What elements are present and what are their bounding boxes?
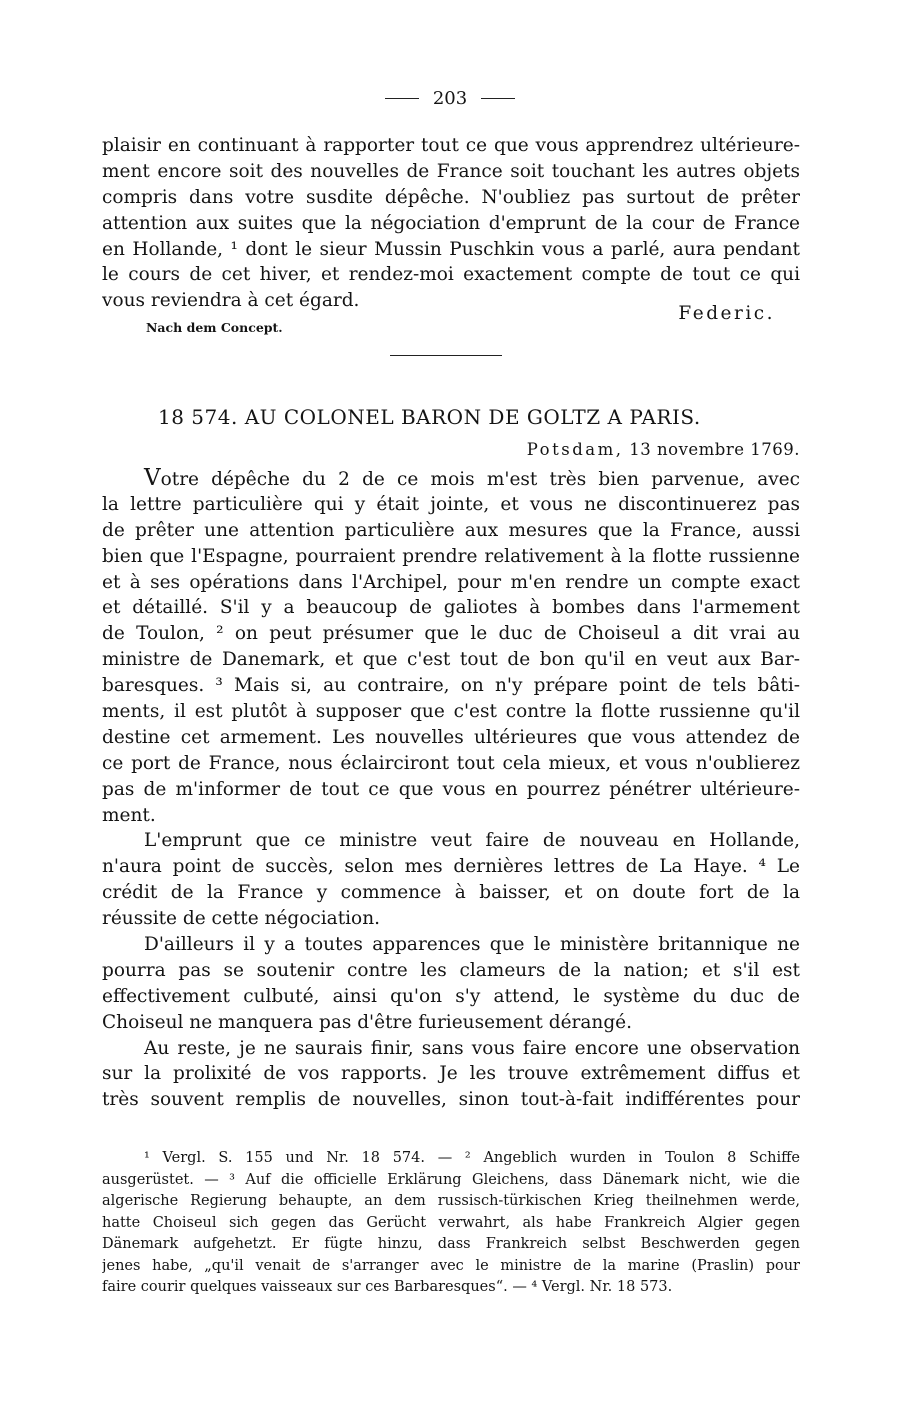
paragraph-2 <box>102 828 800 932</box>
text-line: vous reviendra à cet égard. <box>102 290 360 312</box>
footnote-line: faire courir quelques vaisseaux sur ces Barbaresques“. — ⁴ Vergl. Nr. 18 573. <box>102 1279 673 1295</box>
header-rule-left <box>385 98 419 99</box>
text-line: de prêter une attention particulière aux mesures que la France, aussi <box>102 519 800 541</box>
text-line: ment encore soit des nouvelles de France soit touchant les autres objets <box>102 160 800 182</box>
text-line: effectivement culbuté, ainsi qu'on s'y attend, le système du duc de <box>102 985 800 1007</box>
text-line: pas de m'informer de tout ce que vous en pourrez pénétrer ultérieure- <box>102 778 800 800</box>
footnote-line: Dänemark aufgehetzt. Er fügte hinzu, dass Frankreich selbst Beschwerden gegen <box>102 1236 800 1252</box>
text-line: Au reste, je ne saurais finir, sans vous faire encore une observation <box>144 1037 800 1059</box>
paragraph-4 <box>102 1036 800 1114</box>
text-line: réussite de cette négociation. <box>102 908 380 930</box>
footnote-line: jenes habe, „qu'il venait de s'arranger avec le ministre de la marine (Praslin) pour <box>102 1257 800 1274</box>
text-line <box>102 466 800 492</box>
text-line: ministre de Danemark, et que c'est tout de bon qu'il en veut aux Bar- <box>102 649 800 671</box>
letter-dateline <box>527 440 800 459</box>
text-line: destine cet armement. Les nouvelles ultérieures que vous attendez de <box>102 726 800 748</box>
text-line: attention aux suites que la négociation d'emprunt de la cour de France <box>102 212 800 234</box>
footnotes <box>102 1148 800 1299</box>
section-divider <box>390 355 502 356</box>
text-line: n'aura point de succès, selon mes dernières lettres de La Haye. ⁴ Le <box>102 856 800 878</box>
letter-body <box>102 466 800 1113</box>
text-line: la lettre particulière qui y était jointe, et vous ne discontinuerez pas <box>102 493 800 515</box>
paragraph-1 <box>102 466 800 828</box>
footnote-line: hatte Choiseul sich gegen das Gerücht verwahrt, als habe Frankreich Algier gegen <box>102 1214 800 1231</box>
text-line: pourra pas se soutenir contre les clameurs de la nation; et s'il est <box>102 959 800 981</box>
date-place: Potsdam, <box>526 440 624 459</box>
initial-letter: V <box>144 466 161 491</box>
source-note: Nach dem Concept. <box>146 320 283 335</box>
text-line: et à ses opérations dans l'Archipel, pour m'en rendre un compte exact <box>102 571 800 593</box>
text-line: bien que l'Espagne, pourraient prendre relativement à la flotte russienne <box>102 545 800 567</box>
continuation-text <box>102 133 800 314</box>
page-number: 203 <box>432 88 468 109</box>
text-line: très souvent remplis de nouvelles, sinon tout-à-fait indifférentes pour <box>102 1089 800 1111</box>
text-line: crédit de la France y commence à baisser, et on doute fort de la <box>102 882 800 904</box>
footnote-line: algerische Regierung behaupte, an dem russisch-türkischen Krieg theilnehmen werde, <box>102 1193 800 1209</box>
footnote-line: ¹ Vergl. S. 155 und Nr. 18 574. — ² Angeblich wurden in Toulon 8 Schiffe <box>144 1150 800 1166</box>
text-line: ce port de France, nous éclairciront tout cela mieux, et vous n'oublierez <box>102 752 800 774</box>
text-line: le cours de cet hiver, et rendez-moi exactement compte de tout ce qui <box>102 264 800 286</box>
page-header <box>0 88 900 109</box>
text-line: compris dans votre susdite dépêche. N'oubliez pas surtout de prêter <box>102 186 800 208</box>
text-line: de Toulon, ² on peut présumer que le duc de Choiseul a dit vrai au <box>102 623 800 645</box>
text-line: et détaillé. S'il y a beaucoup de galiotes à bombes dans l'armement <box>102 597 800 619</box>
text-line: ments, il est plutôt à supposer que c'est contre la flotte russienne qu'il <box>102 701 800 723</box>
text-line: sur la prolixité de vos rapports. Je les trouve extrêmement diffus et <box>102 1063 800 1085</box>
signature: Federic. <box>678 303 775 324</box>
paragraph-3 <box>102 932 800 1036</box>
text-line: ment. <box>102 804 156 826</box>
text-line: plaisir en continuant à rapporter tout ce que vous apprendrez ultérieure- <box>102 135 800 156</box>
date-text: 13 novembre 1769. <box>629 440 800 459</box>
footnote-line: ausgerüstet. — ³ Auf die officielle Erklärung Gleichens, dass Dänemark nicht, wie die <box>102 1171 800 1188</box>
text-line: L'emprunt que ce ministre veut faire de nouveau en Hollande, <box>144 830 800 852</box>
text-line: Choiseul ne manquera pas d'être furieusement dérangé. <box>102 1011 632 1033</box>
text-line: en Hollande, ¹ dont le sieur Mussin Puschkin vous a parlé, aura pendant <box>102 238 800 260</box>
text-line: D'ailleurs il y a toutes apparences que le ministère britannique ne <box>144 934 800 956</box>
header-rule-right <box>481 98 515 99</box>
text-line: baresques. ³ Mais si, au contraire, on n'y prépare point de tels bâti- <box>102 675 800 697</box>
text-fragment: otre dépêche du 2 de ce mois m'est très bien parvenue, avec <box>160 469 800 490</box>
letter-heading: 18 574. AU COLONEL BARON DE GOLTZ A PARIS. <box>158 405 701 429</box>
